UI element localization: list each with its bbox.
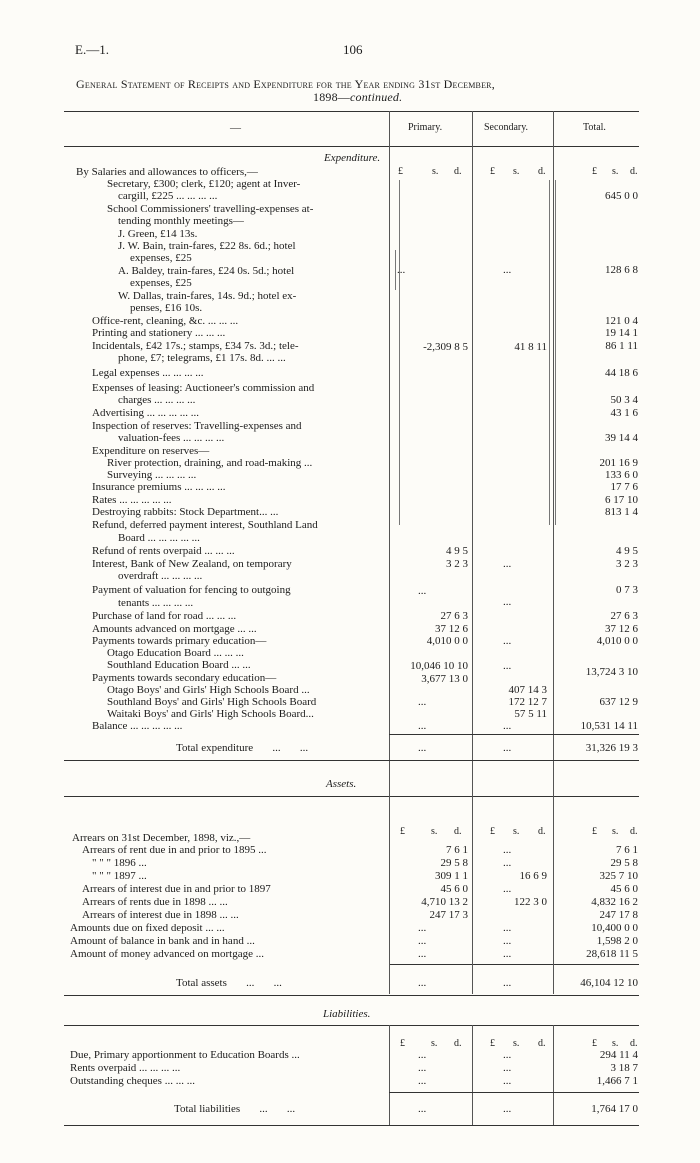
- expenditure-primary-ellipsis: ...: [397, 264, 406, 276]
- total-expenditure-secondary: ...: [503, 742, 512, 754]
- assets-primary-value: 7 6 1: [446, 844, 468, 856]
- expenditure-total-value: 86 1 11: [605, 340, 638, 352]
- unit-pound: £: [592, 1038, 597, 1049]
- expenditure-total-value: 17 7 6: [610, 481, 638, 493]
- assets-secondary-value: 122 3 0: [514, 896, 547, 908]
- unit-pence: d.: [630, 166, 638, 177]
- unit-shilling: s.: [431, 1038, 438, 1049]
- assets-line: Arrears on 31st December, 1898, viz.,—: [72, 832, 251, 844]
- assets-primary-value: 309 1 1: [435, 870, 468, 882]
- expenditure-total-value: 637 12 9: [599, 696, 638, 708]
- assets-secondary-ellipsis: ...: [503, 857, 512, 869]
- unit-pound: £: [592, 826, 597, 837]
- expenditure-primary-value: 3 2 3: [446, 558, 468, 570]
- expenditure-primary-value: 3,677 13 0: [421, 673, 468, 685]
- expenditure-secondary-ellipsis: ...: [503, 635, 512, 647]
- expenditure-total-value: 6 17 10: [605, 494, 638, 506]
- liabilities-line: Due, Primary apportionment to Education Boards ...: [70, 1049, 300, 1061]
- expenditure-secondary-value: 407 14 3: [508, 684, 547, 696]
- assets-line: Arrears of interest due in and prior to 1897: [82, 883, 271, 895]
- unit-shilling: s.: [513, 1038, 520, 1049]
- expenditure-line: Incidentals, £42 17s.; stamps, £34 7s. 3d.; tele-: [92, 340, 299, 352]
- unit-pence: d.: [454, 826, 462, 837]
- total-assets-secondary: ...: [503, 977, 512, 989]
- unit-pound: £: [490, 1038, 495, 1049]
- expenditure-secondary-ellipsis: ...: [503, 720, 512, 732]
- expenditure-line: Amounts advanced on mortgage ... ...: [92, 623, 257, 635]
- expenditure-line: River protection, draining, and road-making ...: [107, 457, 313, 469]
- primary-header: Primary.: [408, 122, 443, 133]
- expenditure-line: Expenses of leasing: Auctioneer's commission and: [92, 382, 315, 394]
- unit-pence: d.: [538, 826, 546, 837]
- assets-line: Amount of balance in bank and in hand ...: [70, 935, 255, 947]
- assets-primary-value: 29 5 8: [440, 857, 468, 869]
- expenditure-primary-ellipsis: ...: [418, 585, 427, 597]
- assets-heading: Assets.: [326, 778, 357, 790]
- unit-pence: d.: [454, 166, 462, 177]
- expenditure-total-value: 43 1 6: [610, 407, 638, 419]
- expenditure-line: valuation-fees ... ... ... ...: [118, 432, 225, 444]
- expenditure-line: Purchase of land for road ... ... ...: [92, 610, 237, 622]
- expenditure-line: Payment of valuation for fencing to outgoing: [92, 584, 291, 596]
- expenditure-line: School Commissioners' travelling-expenses at-: [107, 203, 314, 215]
- expenditure-secondary-value: 57 5 11: [514, 708, 547, 720]
- total-expenditure-value: 31,326 19 3: [585, 742, 638, 754]
- expenditure-heading: Expenditure.: [324, 152, 381, 164]
- assets-primary-ellipsis: ...: [418, 935, 427, 947]
- expenditure-line: Otago Education Board ... ... ...: [107, 647, 244, 659]
- unit-shilling: s.: [513, 826, 520, 837]
- assets-line: " " " 1897 ...: [92, 870, 147, 882]
- assets-total-value: 28,618 11 5: [586, 948, 638, 960]
- expenditure-line: Board ... ... ... ... ...: [118, 532, 200, 544]
- liabilities-line: Outstanding cheques ... ... ...: [70, 1075, 195, 1087]
- expenditure-line: Destroying rabbits: Stock Department... ...: [92, 506, 279, 518]
- expenditure-total-value: 3 2 3: [616, 558, 638, 570]
- unit-pence: d.: [538, 1038, 546, 1049]
- unit-pound: £: [490, 826, 495, 837]
- statement-title-line2: 1898—continued.: [313, 90, 403, 104]
- assets-secondary-ellipsis: ...: [503, 948, 512, 960]
- liabilities-heading: Liabilities.: [323, 1008, 371, 1020]
- expenditure-total-value: 50 3 4: [610, 394, 638, 406]
- expenditure-line: Payments towards primary education—: [92, 635, 267, 647]
- expenditure-line: overdraft ... ... ... ...: [118, 570, 203, 582]
- expenditure-total-value: 645 0 0: [605, 190, 638, 202]
- liabilities-secondary-ellipsis: ...: [503, 1075, 512, 1087]
- expenditure-total-value: 201 16 9: [599, 457, 638, 469]
- statement-title: General Statement of Receipts and Expenditure for the Year ending 31st December,: [76, 77, 495, 91]
- expenditure-primary-ellipsis: ...: [418, 696, 427, 708]
- liabilities-secondary-ellipsis: ...: [503, 1062, 512, 1074]
- total-assets-primary: ...: [418, 977, 427, 989]
- expenditure-secondary-ellipsis: ...: [503, 558, 512, 570]
- total-expenditure-label: Total expenditure ... ...: [176, 742, 309, 754]
- assets-secondary-ellipsis: ...: [503, 935, 512, 947]
- total-assets-label: Total assets ... ...: [176, 977, 282, 989]
- expenditure-total-value: 13,724 3 10: [585, 666, 638, 678]
- expenditure-total-value: 4,010 0 0: [596, 635, 638, 647]
- unit-pound: £: [592, 166, 597, 177]
- unit-shilling: s.: [612, 826, 619, 837]
- assets-primary-value: 4,710 13 2: [421, 896, 468, 908]
- assets-total-value: 45 6 0: [610, 883, 638, 895]
- stub-header: —: [230, 122, 241, 134]
- assets-line: " " " 1896 ...: [92, 857, 147, 869]
- assets-secondary-value: 16 6 9: [519, 870, 547, 882]
- expenditure-line: Balance ... ... ... ... ...: [92, 720, 183, 732]
- expenditure-line: charges ... ... ... ...: [118, 394, 196, 406]
- unit-shilling: s.: [612, 1038, 619, 1049]
- total-liabilities-primary: ...: [418, 1103, 427, 1115]
- liabilities-total-value: 3 18 7: [610, 1062, 638, 1074]
- unit-shilling: s.: [513, 166, 520, 177]
- expenditure-line: Southland Boys' and Girls' High Schools Board: [107, 696, 317, 708]
- total-liabilities-secondary: ...: [503, 1103, 512, 1115]
- assets-line: Amount of money advanced on mortgage ...: [70, 948, 264, 960]
- expenditure-total-value: 4 9 5: [616, 545, 638, 557]
- expenditure-line: Secretary, £300; clerk, £120; agent at Inver-: [107, 178, 301, 190]
- assets-total-value: 4,832 16 2: [591, 896, 638, 908]
- expenditure-primary-value: 4 9 5: [446, 545, 468, 557]
- expenditure-secondary-value: 41 8 11: [514, 341, 547, 353]
- total-assets-value: 46,104 12 10: [580, 977, 638, 989]
- total-liabilities-value: 1,764 17 0: [591, 1103, 638, 1115]
- expenditure-line: tending monthly meetings—: [118, 215, 244, 227]
- expenditure-line: Inspection of reserves: Travelling-expenses and: [92, 420, 302, 432]
- expenditure-primary-value: 37 12 6: [435, 623, 468, 635]
- expenditure-total-value: 10,531 14 11: [580, 720, 638, 732]
- expenditure-line: Advertising ... ... ... ... ...: [92, 407, 199, 419]
- assets-primary-ellipsis: ...: [418, 948, 427, 960]
- unit-shilling: s.: [431, 826, 438, 837]
- expenditure-total-value: 27 6 3: [610, 610, 638, 622]
- total-expenditure-primary: ...: [418, 742, 427, 754]
- expenditure-total-value: 128 6 8: [605, 264, 638, 276]
- expenditure-line: phone, £7; telegrams, £1 17s. 8d. ... ...: [118, 352, 286, 364]
- expenditure-total-value: 133 6 0: [605, 469, 638, 481]
- liabilities-primary-ellipsis: ...: [418, 1049, 427, 1061]
- expenditure-primary-value: -2,309 8 5: [423, 341, 468, 353]
- expenditure-line: Printing and stationery ... ... ...: [92, 327, 226, 339]
- liabilities-secondary-ellipsis: ...: [503, 1049, 512, 1061]
- expenditure-line: A. Baldey, train-fares, £24 0s. 5d.; hotel: [118, 265, 295, 277]
- page-ref: E.—1.: [75, 42, 109, 57]
- assets-total-value: 1,598 2 0: [596, 935, 638, 947]
- secondary-header: Secondary.: [484, 122, 529, 133]
- assets-total-value: 7 6 1: [616, 844, 638, 856]
- unit-pound: £: [490, 166, 495, 177]
- unit-shilling: s.: [432, 166, 439, 177]
- unit-pence: d.: [630, 826, 638, 837]
- expenditure-total-value: 37 12 6: [605, 623, 638, 635]
- assets-secondary-ellipsis: ...: [503, 922, 512, 934]
- expenditure-primary-ellipsis: ...: [418, 720, 427, 732]
- liabilities-primary-ellipsis: ...: [418, 1062, 427, 1074]
- expenditure-primary-value: 10,046 10 10: [410, 660, 468, 672]
- assets-line: Arrears of rent due in and prior to 1895 ...: [82, 844, 267, 856]
- expenditure-line: cargill, £225 ... ... ... ...: [118, 190, 218, 202]
- unit-pence: d.: [538, 166, 546, 177]
- expenditure-line: Payments towards secondary education—: [92, 672, 277, 684]
- total-liabilities-label: Total liabilities ... ...: [174, 1103, 296, 1115]
- expenditure-line: Waitaki Boys' and Girls' High Schools Board...: [107, 708, 314, 720]
- assets-total-value: 325 7 10: [599, 870, 638, 882]
- assets-line: Arrears of interest due in 1898 ... ...: [82, 909, 239, 921]
- unit-pound: £: [398, 166, 403, 177]
- assets-line: Amounts due on fixed deposit ... ...: [70, 922, 225, 934]
- expenditure-line: Refund, deferred payment interest, Southland Land: [92, 519, 318, 531]
- expenditure-line: W. Dallas, train-fares, 14s. 9d.; hotel ex-: [118, 290, 297, 302]
- assets-total-value: 247 17 8: [599, 909, 638, 921]
- expenditure-total-value: 19 14 1: [605, 327, 638, 339]
- expenditure-total-value: 813 1 4: [605, 506, 638, 518]
- expenditure-primary-value: 4,010 0 0: [426, 635, 468, 647]
- unit-pence: d.: [454, 1038, 462, 1049]
- expenditure-line: By Salaries and allowances to officers,—: [76, 166, 258, 178]
- assets-line: Arrears of rents due in 1898 ... ...: [82, 896, 228, 908]
- expenditure-line: Surveying ... ... ... ...: [107, 469, 197, 481]
- liabilities-total-value: 1,466 7 1: [596, 1075, 638, 1087]
- assets-total-value: 10,400 0 0: [591, 922, 638, 934]
- liabilities-line: Rents overpaid ... ... ... ...: [70, 1062, 181, 1074]
- expenditure-secondary-value: 172 12 7: [508, 696, 547, 708]
- expenditure-primary-value: 27 6 3: [440, 610, 468, 622]
- expenditure-line: Otago Boys' and Girls' High Schools Board ...: [107, 684, 310, 696]
- assets-secondary-ellipsis: ...: [503, 883, 512, 895]
- expenditure-line: Legal expenses ... ... ... ...: [92, 367, 204, 379]
- liabilities-primary-ellipsis: ...: [418, 1075, 427, 1087]
- expenditure-line: Office-rent, cleaning, &c. ... ... ...: [92, 315, 239, 327]
- unit-pound: £: [400, 826, 405, 837]
- expenditure-total-value: 39 14 4: [605, 432, 638, 444]
- assets-primary-value: 45 6 0: [440, 883, 468, 895]
- expenditure-line: Rates ... ... ... ... ...: [92, 494, 172, 506]
- expenditure-line: expenses, £25: [130, 252, 192, 264]
- total-header: Total.: [583, 122, 606, 133]
- expenditure-line: penses, £16 10s.: [130, 302, 203, 314]
- expenditure-line: Southland Education Board ... ...: [107, 659, 251, 671]
- expenditure-secondary-ellipsis: ...: [503, 596, 512, 608]
- expenditure-line: expenses, £25: [130, 277, 192, 289]
- expenditure-total-value: 44 18 6: [605, 367, 638, 379]
- expenditure-secondary-ellipsis: ...: [503, 660, 512, 672]
- assets-secondary-ellipsis: ...: [503, 844, 512, 856]
- page-number: 106: [343, 42, 363, 57]
- expenditure-total-value: 0 7 3: [616, 584, 638, 596]
- unit-pence: d.: [630, 1038, 638, 1049]
- expenditure-line: Refund of rents overpaid ... ... ...: [92, 545, 235, 557]
- assets-primary-ellipsis: ...: [418, 922, 427, 934]
- expenditure-line: tenants ... ... ... ...: [118, 597, 194, 609]
- expenditure-line: J. W. Bain, train-fares, £22 8s. 6d.; hotel: [118, 240, 296, 252]
- liabilities-total-value: 294 11 4: [599, 1049, 638, 1061]
- expenditure-secondary-ellipsis: ...: [503, 264, 512, 276]
- unit-shilling: s.: [612, 166, 619, 177]
- expenditure-line: J. Green, £14 13s.: [118, 228, 198, 240]
- assets-total-value: 29 5 8: [610, 857, 638, 869]
- expenditure-total-value: 121 0 4: [605, 315, 638, 327]
- expenditure-line: Insurance premiums ... ... ... ...: [92, 481, 226, 493]
- expenditure-line: Interest, Bank of New Zealand, on temporary: [92, 558, 292, 570]
- assets-primary-value: 247 17 3: [429, 909, 468, 921]
- expenditure-line: Expenditure on reserves—: [92, 445, 210, 457]
- unit-pound: £: [400, 1038, 405, 1049]
